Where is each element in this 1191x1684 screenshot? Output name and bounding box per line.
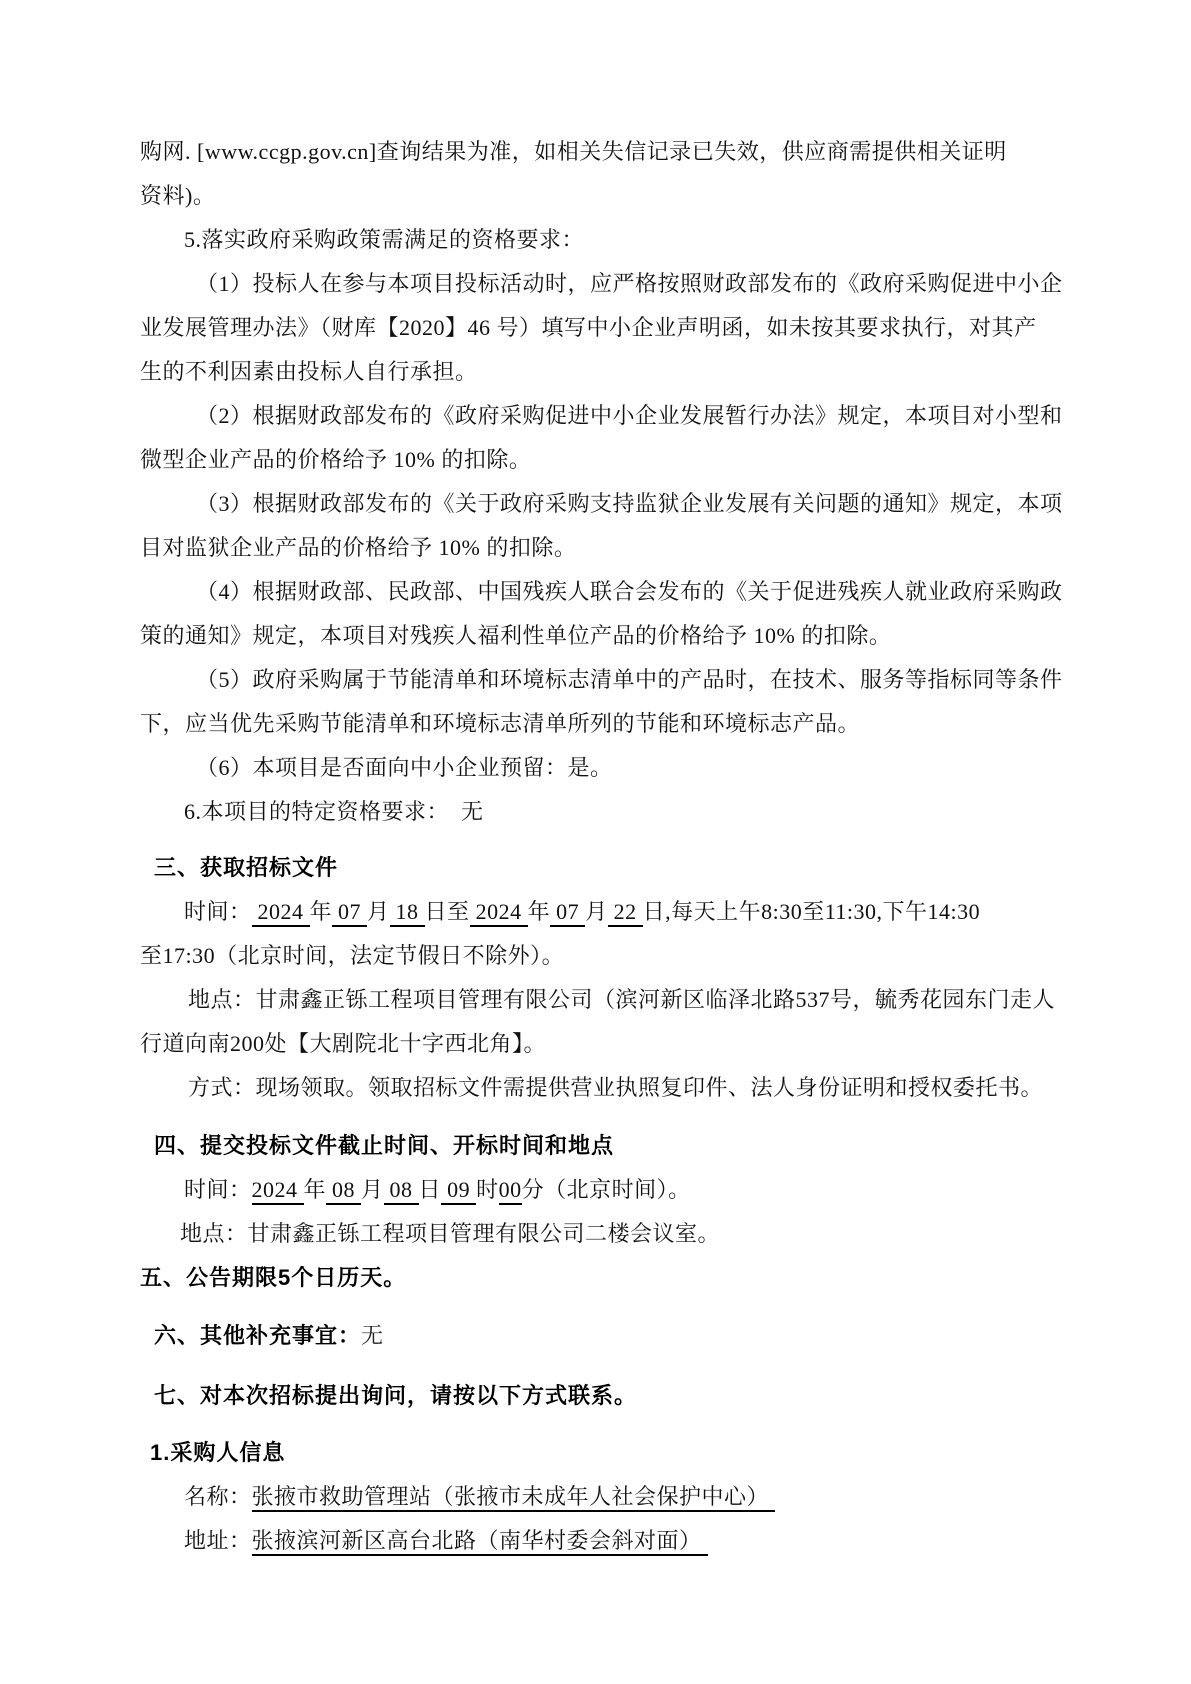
para-cont-ccgp-note-end xyxy=(140,174,1061,218)
text-segment: （1）投标人在参与本项目投标活动时，应严格按照财政部发布的《政府采购促进中小企 xyxy=(196,271,1063,296)
text-segment: 月 xyxy=(361,1177,384,1202)
underlined-value: 张掖滨河新区高台北路（南华村委会斜对面） xyxy=(252,1528,708,1556)
text-segment: 地点：甘肃鑫正铄工程项目管理有限公司（滨河新区临泽北路537号，毓秀花园东门走人 xyxy=(188,987,1056,1012)
section-3-time-line1 xyxy=(140,890,1061,934)
section-3-heading-obtain-documents xyxy=(140,846,1061,890)
purchaser-address-line xyxy=(140,1519,1061,1563)
underlined-value: 07 xyxy=(332,899,367,927)
underlined-value: 22 xyxy=(608,899,643,927)
section-4-place-line xyxy=(140,1212,1061,1256)
text-segment: （5）政府采购属于节能清单和环境标志清单中的产品时，在技术、服务等指标同等条件 xyxy=(196,667,1063,692)
purchaser-name-line xyxy=(140,1475,1061,1519)
item-5-policy-requirements xyxy=(140,218,1061,262)
text-segment: 七、对本次招标提出询问，请按以下方式联系。 xyxy=(154,1383,638,1408)
text-segment: 下，应当优先采购节能清单和环境标志清单所列的节能和环境标志产品。 xyxy=(140,711,861,736)
underlined-value: 2024 xyxy=(252,1177,304,1205)
text-segment: 1.采购人信息 xyxy=(150,1440,286,1465)
item-5-6-sme-reserved xyxy=(140,746,1061,790)
item-6-specific-qualification xyxy=(140,790,1061,834)
text-segment: 日至 xyxy=(424,899,470,924)
item-5-4-line1 xyxy=(140,570,1061,614)
text-segment: 行道向南200处【大剧院北十字西北角】。 xyxy=(140,1031,547,1056)
item-5-4-line2 xyxy=(140,614,1061,658)
section-4-time-line xyxy=(140,1168,1061,1212)
text-segment: （4）根据财政部、民政部、中国残疾人联合会发布的《关于促进残疾人就业政府采购政 xyxy=(196,579,1063,604)
text-segment: 目对监狱企业产品的价格给予 10% 的扣除。 xyxy=(140,535,577,560)
text-segment: 四、提交投标文件截止时间、开标时间和地点 xyxy=(154,1133,615,1158)
section-5-heading-announcement-period xyxy=(140,1256,1061,1300)
text-segment: 三、获取招标文件 xyxy=(154,855,339,880)
underlined-value: 2024 xyxy=(252,899,310,927)
text-segment: 分（北京时间）。 xyxy=(521,1177,691,1202)
text-segment: 购网. [www.ccgp.gov.cn]查询结果为准，如相关失信记录已失效，供应商需提供相关证明 xyxy=(140,139,1007,164)
item-5-1-line2 xyxy=(140,306,1061,350)
text-segment: 年 xyxy=(309,899,333,924)
text-segment: 名称： xyxy=(184,1484,252,1509)
text-segment: 微型企业产品的价格给予 10% 的扣除。 xyxy=(140,447,532,472)
text-segment: 资料)。 xyxy=(140,183,216,208)
text-segment: 地址： xyxy=(184,1528,252,1553)
text-segment: 时间： xyxy=(184,899,252,924)
text-segment: 生的不利因素由投标人自行承担。 xyxy=(140,359,478,384)
section-3-place-line2 xyxy=(140,1022,1061,1066)
underlined-value: 07 xyxy=(550,899,585,927)
text-segment: 业发展管理办法》（财库【2020】46 号）填写中小企业声明函，如未按其要求执行，对其产 xyxy=(140,315,1037,340)
item-5-5-line2 xyxy=(140,702,1061,746)
text-segment: 月 xyxy=(367,899,390,924)
text-segment: 日 xyxy=(418,1177,442,1202)
text-segment: 年 xyxy=(527,899,551,924)
text-segment: 时 xyxy=(476,1177,499,1202)
item-5-2-line2 xyxy=(140,438,1061,482)
text-segment: （2）根据财政部发布的《政府采购促进中小企业发展暂行办法》规定，本项目对小型和 xyxy=(196,403,1063,428)
item-5-2-line1 xyxy=(140,394,1061,438)
section-4-heading-deadline-opening xyxy=(140,1124,1061,1168)
section-6-heading-other-matters xyxy=(140,1314,1061,1358)
text-segment: 无 xyxy=(361,1323,384,1348)
text-segment: 时间： xyxy=(184,1177,252,1202)
text-segment: 地点：甘肃鑫正铄工程项目管理有限公司二楼会议室。 xyxy=(180,1221,721,1246)
item-5-5-line1 xyxy=(140,658,1061,702)
underlined-value: 张掖市救助管理站（张掖市未成年人社会保护中心） xyxy=(252,1484,776,1512)
text-segment: （6）本项目是否面向中小企业预留：是。 xyxy=(196,755,613,780)
underlined-value: 2024 xyxy=(470,899,528,927)
section-3-method-line xyxy=(140,1066,1061,1110)
text-segment: 至17:30（北京时间，法定节假日不除外）。 xyxy=(140,943,565,968)
text-segment: 年 xyxy=(303,1177,327,1202)
item-5-1-line3 xyxy=(140,350,1061,394)
underlined-value: 08 xyxy=(326,1177,361,1205)
section-7-heading-inquiry-contact xyxy=(140,1374,1061,1418)
item-5-1-line1 xyxy=(140,262,1061,306)
text-segment: 日,每天上午8:30至11:30,下午14:30 xyxy=(642,899,981,924)
section-3-place-line1 xyxy=(140,978,1061,1022)
underlined-value: 08 xyxy=(384,1177,419,1205)
text-segment: 六、其他补充事宜： xyxy=(154,1323,362,1348)
text-segment: 6.本项目的特定资格要求： 无 xyxy=(184,799,484,824)
underlined-value: 09 xyxy=(441,1177,476,1205)
section-3-time-line2 xyxy=(140,934,1061,978)
item-5-3-line2 xyxy=(140,526,1061,570)
para-cont-ccgp-note xyxy=(140,130,1061,174)
item-5-3-line1 xyxy=(140,482,1061,526)
text-segment: （3）根据财政部发布的《关于政府采购支持监狱企业发展有关问题的通知》规定，本项 xyxy=(196,491,1063,516)
text-segment: 五、公告期限5个日历天。 xyxy=(140,1265,407,1290)
underlined-value: 00 xyxy=(499,1177,522,1205)
document-body xyxy=(140,130,1061,1563)
text-segment: 方式：现场领取。领取招标文件需提供营业执照复印件、法人身份证明和授权委托书。 xyxy=(188,1075,1044,1100)
text-segment: 月 xyxy=(585,899,608,924)
text-segment: 5.落实政府采购政策需满足的资格要求： xyxy=(184,227,585,252)
purchaser-info-heading xyxy=(140,1431,1061,1475)
text-segment: 策的通知》规定，本项目对残疾人福利性单位产品的价格给予 10% 的扣除。 xyxy=(140,623,892,648)
underlined-value: 18 xyxy=(390,899,425,927)
